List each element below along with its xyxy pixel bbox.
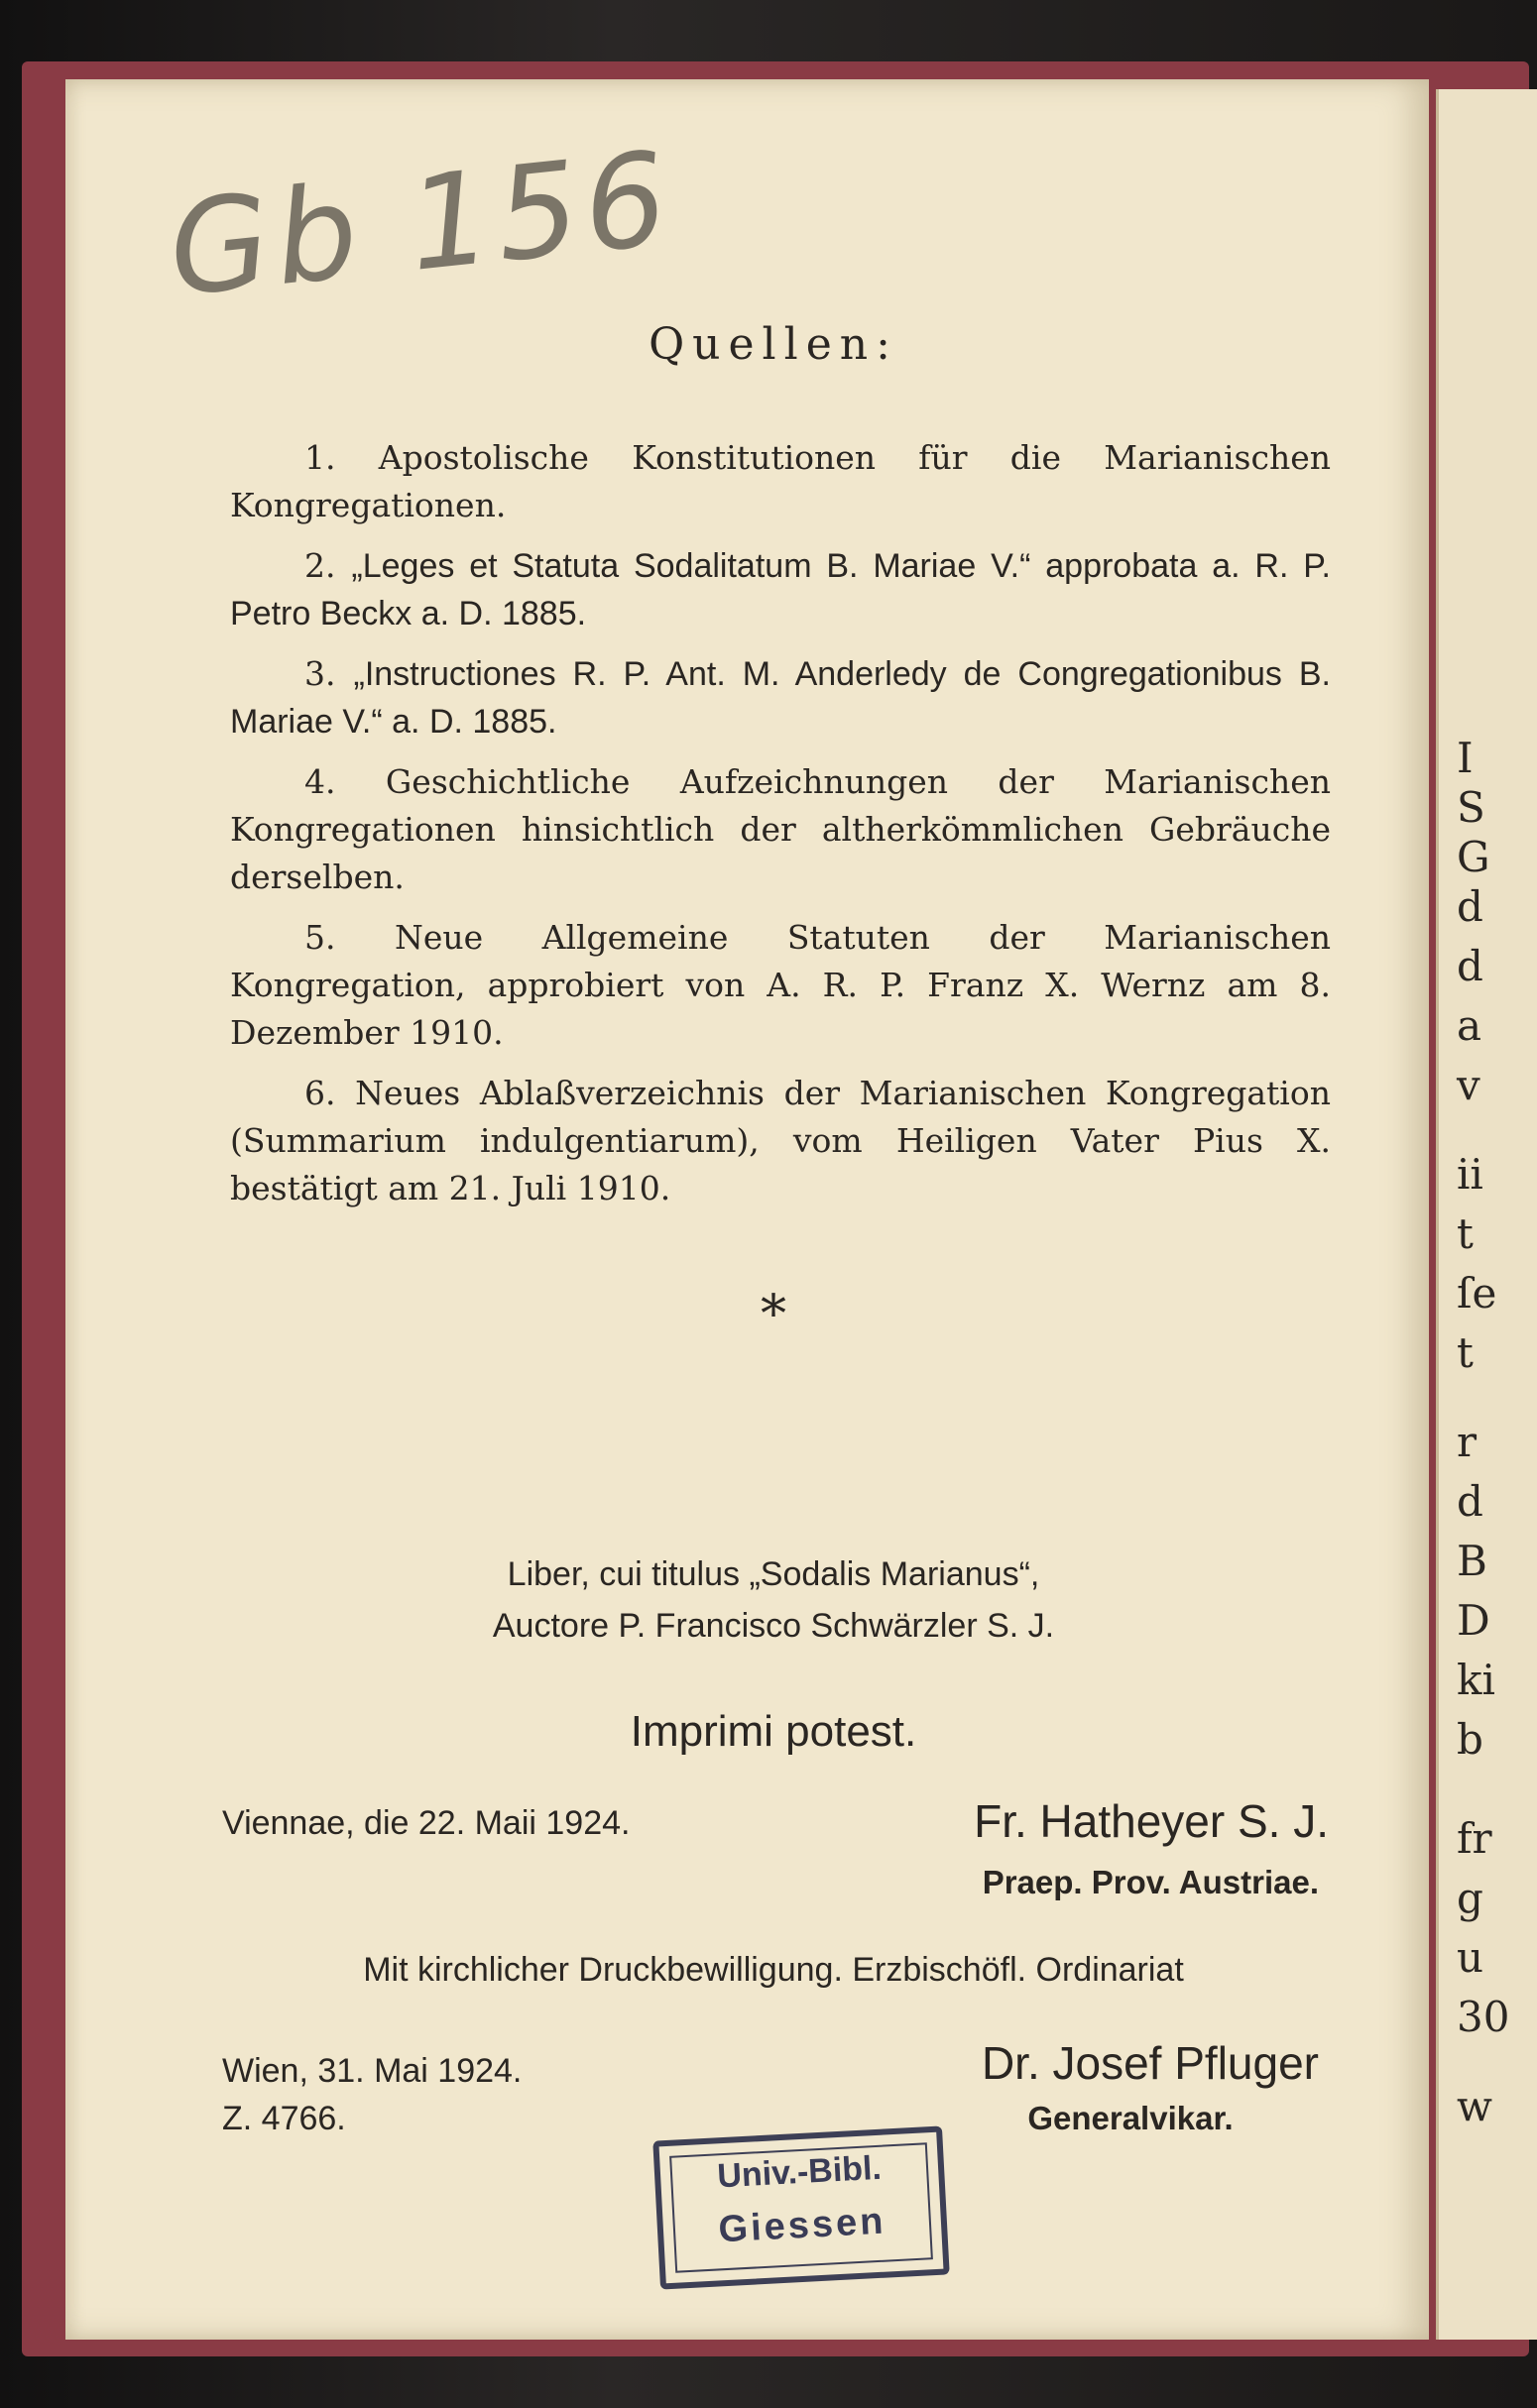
signer1-title: Praep. Prov. Austriae.: [982, 1864, 1319, 1900]
adjacent-page-letter: D: [1457, 1596, 1490, 1645]
signer2-name: Dr. Josef Pfluger: [981, 2037, 1319, 2089]
adjacent-page-letter: t: [1457, 1209, 1474, 1258]
source-text: „Leges et Statuta Sodalitatum B. Mariae V.“ approbata a. R. P. Petro Beckx a. D. 1885.: [230, 547, 1331, 632]
stamp-line-1: Univ.-Bibl.: [716, 2148, 883, 2196]
source-text: Apostolische Konstitutionen für die Marianischen Kongregationen.: [230, 438, 1331, 524]
source-text: Neues Ablaßverzeichnis der Marianischen Kongregation (Summarium indulgentiarum), vom Heiligen Vater Pius X. bestätigt am 21. Juli 1910.: [230, 1074, 1331, 1207]
adjacent-page-letter: ii: [1457, 1150, 1483, 1199]
adjacent-page-letter: g: [1457, 1874, 1483, 1922]
source-item: [230, 1070, 1331, 1212]
adjacent-page-letter: G: [1457, 833, 1490, 881]
adjacent-page-letter: ki: [1457, 1656, 1495, 1704]
liber-line-1: Liber, cui titulus „Sodalis Marianus“,: [507, 1555, 1040, 1593]
wien-date: Wien, 31. Mai 1924.: [222, 2052, 523, 2090]
source-item: [230, 650, 1331, 745]
adjacent-page-letter: B: [1457, 1537, 1487, 1585]
source-text: Neue Allgemeine Statuten der Marianischen Kongregation, approbiert von A. R. P. Franz X. Wernz am 8. Dezember 1910.: [230, 918, 1331, 1052]
stamp-line-2: Giessen: [717, 2200, 887, 2251]
adjacent-page-letter: t: [1457, 1328, 1474, 1377]
adjacent-page-letter: d: [1457, 1477, 1483, 1526]
adjacent-page-letter: fr: [1457, 1814, 1492, 1863]
source-item: [230, 758, 1331, 901]
adjacent-page-letter: w: [1457, 2082, 1492, 2130]
adjacent-page-letter: 30: [1457, 1993, 1510, 2041]
adjacent-page-fragment: [1436, 89, 1537, 2340]
source-number: 3.: [304, 654, 336, 693]
adjacent-page-letter: r: [1457, 1418, 1478, 1466]
library-stamp: [652, 2125, 949, 2289]
adjacent-page-letter: b: [1457, 1715, 1483, 1764]
source-text: Geschichtliche Aufzeichnungen der Marianischen Kongregationen hinsichtlich der altherkömmlichen Gebräuche derselben.: [230, 762, 1331, 896]
sources-list: [230, 434, 1331, 1225]
source-number: 1.: [304, 438, 336, 477]
separator-asterisk: *: [761, 1285, 786, 1344]
signer1-name: Fr. Hatheyer S. J.: [974, 1795, 1329, 1847]
adjacent-page-letter: d: [1457, 882, 1483, 931]
source-item: [230, 434, 1331, 529]
vienna-date: Viennae, die 22. Maii 1924.: [222, 1804, 631, 1842]
liber-line-2: Auctore P. Francisco Schwärzler S. J.: [492, 1607, 1055, 1645]
adjacent-page-letter: u: [1457, 1933, 1484, 1982]
adjacent-page-letter: ſe: [1457, 1269, 1497, 1318]
source-number: 4.: [304, 762, 336, 801]
imprimi-potest: Imprimi potest.: [630, 1707, 917, 1756]
zahl: Z. 4766.: [222, 2100, 346, 2137]
adjacent-page-letter: a: [1457, 1001, 1482, 1050]
source-item: [230, 914, 1331, 1057]
druck-line: Mit kirchlicher Druckbewilligung. Erzbischöfl. Ordinariat: [363, 1951, 1184, 1989]
source-item: [230, 542, 1331, 637]
source-number: 2.: [304, 546, 336, 585]
handwritten-call-number: Gb 156: [162, 122, 680, 326]
page-heading: Quellen:: [649, 319, 898, 370]
signer2-title: Generalvikar.: [1027, 2100, 1234, 2136]
source-number: 6.: [304, 1074, 336, 1112]
adjacent-page-letter: d: [1457, 942, 1483, 990]
adjacent-page-letter: S: [1457, 783, 1485, 832]
source-number: 5.: [304, 918, 336, 957]
adjacent-page-letter: I: [1457, 734, 1474, 782]
liber-block: [0, 1548, 1537, 1652]
source-text: „Instructiones R. P. Ant. M. Anderledy de Congregationibus B. Mariae V.“ a. D. 1885.: [230, 655, 1331, 741]
adjacent-page-letter: v: [1457, 1061, 1480, 1109]
